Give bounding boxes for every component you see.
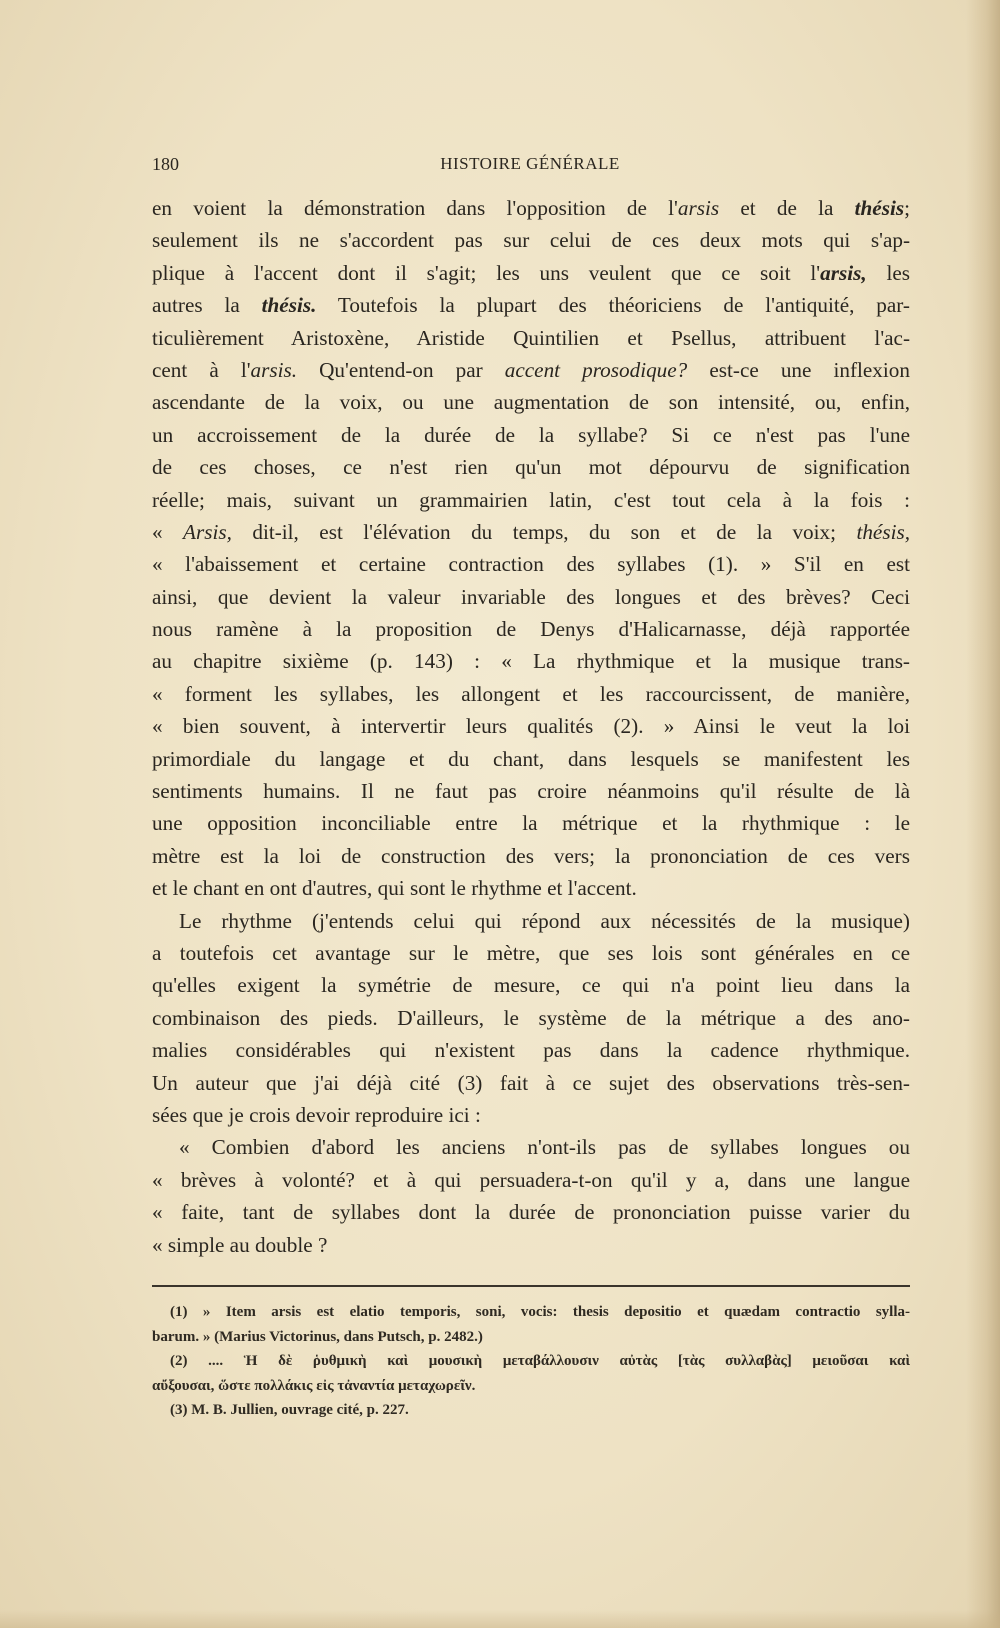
text-line: « Arsis, dit-il, est l'élévation du temps, du son et de la voix; thésis, (152, 519, 911, 544)
page-bottom-shadow (0, 1610, 1000, 1628)
running-head: HISTOIRE GÉNÉRALE (440, 154, 620, 173)
page-edge-shadow (966, 0, 1000, 1628)
footnote-3: (3) M. B. Jullien, ouvrage cité, p. 227. (170, 1402, 409, 1418)
footnote-2-cont: αὔξουσαι, ὥστε πολλάκις εἰς τἀναντία μεταχωρεῖν. (152, 1377, 476, 1394)
text-line: nous ramène à la proposition de Denys d'Halicarnasse, déjà rapportée (152, 617, 910, 642)
page-header (152, 154, 908, 178)
footnote-1: (1) » Item arsis est elatio temporis, soni, vocis: thesis depositio et quædam contractio sylla- (170, 1304, 910, 1320)
text-line: une opposition inconciliable entre la métrique et la rhythmique : le (152, 811, 910, 836)
text-line: plique à l'accent dont il s'agit; les uns veulent que ce soit l'arsis, les (152, 260, 910, 285)
text-line: un accroissement de la durée de la syllabe? Si ce n'est pas l'une (152, 422, 910, 447)
quote-line: « simple au double ? (152, 1232, 328, 1257)
quote-line: « Combien d'abord les anciens n'ont-ils pas de syllabes longues ou (179, 1135, 910, 1160)
text-line: réelle; mais, suivant un grammairien latin, c'est tout cela à la fois : (152, 487, 910, 512)
text-line: « forment les syllabes, les allongent et les raccourcissent, de manière, (152, 681, 910, 706)
text-line: ascendante de la voix, ou une augmentation de son intensité, ou, enfin, (152, 390, 910, 415)
text-line: ainsi, que devient la valeur invariable des longues et des brèves? Ceci (152, 584, 910, 609)
page-number: 180 (152, 154, 179, 174)
text-line: primordiale du langage et du chant, dans lesquels se manifestent les (152, 746, 910, 771)
text-line: Un auteur que j'ai déjà cité (3) fait à ce sujet des observations très-sen- (152, 1070, 910, 1095)
text-line: au chapitre sixième (p. 143) : « La rhythmique et la musique trans- (152, 649, 910, 674)
quote-line: « brèves à volonté? et à qui persuadera-t-on qu'il y a, dans une langue (152, 1167, 910, 1192)
text-line: Le rhythme (j'entends celui qui répond aux nécessités de la musique) (179, 908, 910, 933)
text-line: cent à l'arsis. Qu'entend-on par accent prosodique? est-ce une inflexion (152, 357, 910, 382)
text-line: « bien souvent, à intervertir leurs qualités (2). » Ainsi le veut la loi (152, 714, 910, 739)
text-line: malies considérables qui n'existent pas dans la cadence rhythmique. (152, 1038, 910, 1063)
footnote-rule (152, 1285, 910, 1287)
footnote-1-cont: barum. » (Marius Victorinus, dans Putsch, p. 2482.) (152, 1328, 483, 1345)
text-line: « l'abaissement et certaine contraction des syllabes (1). » S'il en est (152, 552, 910, 577)
text-line: seulement ils ne s'accordent pas sur celui de ces deux mots qui s'ap- (152, 228, 910, 253)
footnote-2: (2) .... Ἡ δὲ ῥυθμικὴ καὶ μουσικὴ μεταβάλλουσιν αὐτὰς [τὰς συλλαβὰς] μειοῦσαι καὶ (170, 1353, 910, 1369)
text-line: qu'elles exigent la symétrie de mesure, ce qui n'a point lieu dans la (152, 973, 910, 998)
text-line: mètre est la loi de construction des vers; la prononciation de ces vers (152, 843, 910, 868)
text-line: et le chant en ont d'autres, qui sont le rhythme et l'accent. (152, 876, 637, 901)
quote-line: « faite, tant de syllabes dont la durée de prononciation puisse varier du (152, 1200, 910, 1225)
text-line: sentiments humains. Il ne faut pas croire néanmoins qu'il résulte de là (152, 779, 910, 804)
text-line: a toutefois cet avantage sur le mètre, que ses lois sont générales en ce (152, 940, 910, 965)
text-line: sées que je crois devoir reproduire ici : (152, 1102, 481, 1127)
text-line: autres la thésis. Toutefois la plupart des théoriciens de l'antiquité, par- (152, 293, 910, 318)
text-line: de ces choses, ce n'est rien qu'un mot dépourvu de signification (152, 455, 910, 480)
text-line: en voient la démonstration dans l'opposition de l'arsis et de la thésis; (152, 196, 910, 220)
text-line: combinaison des pieds. D'ailleurs, le système de la métrique a des ano- (152, 1005, 910, 1030)
footnotes (152, 1300, 910, 1423)
body-text (152, 192, 910, 1261)
text-line: ticulièrement Aristoxène, Aristide Quintilien et Psellus, attribuent l'ac- (152, 325, 910, 350)
